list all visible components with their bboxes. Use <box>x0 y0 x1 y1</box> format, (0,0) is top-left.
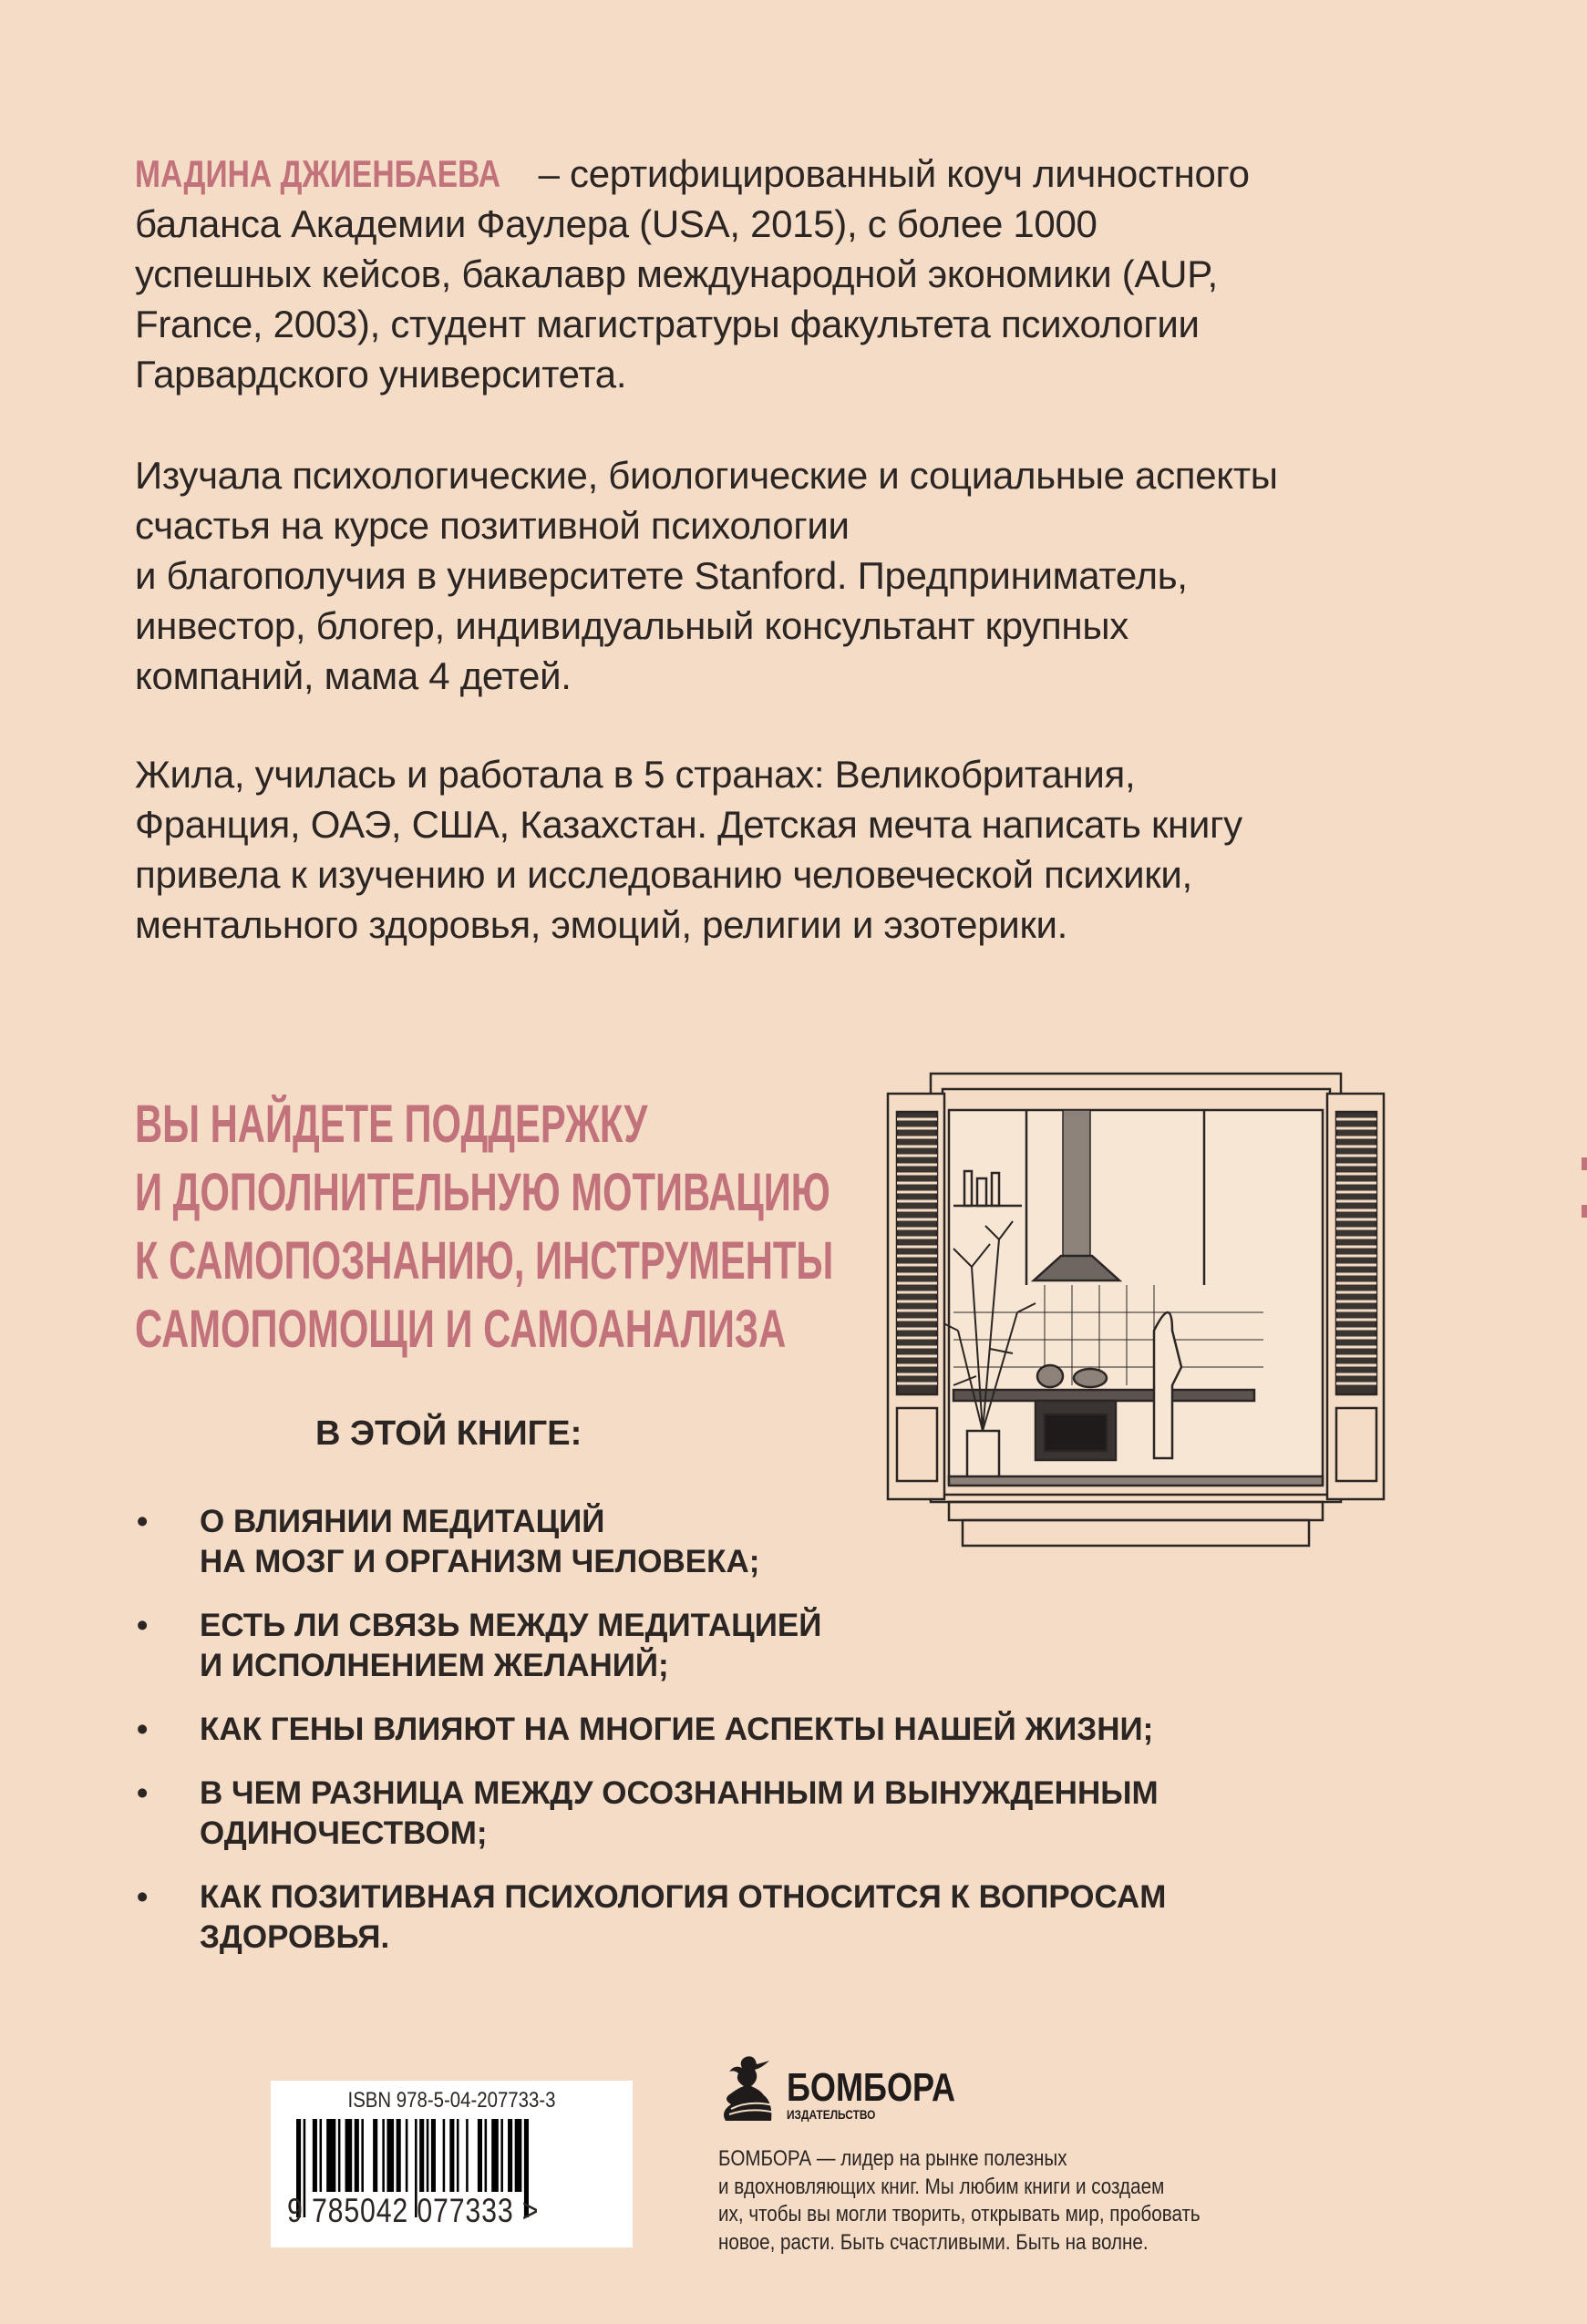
barcode-bar <box>313 2119 317 2192</box>
bio-line: Жила, училась и работала в 5 странах: Великобритания, <box>135 753 1136 796</box>
headline-line: ВЫ НАЙДЕТЕ ПОДДЕРЖКУ <box>135 1095 648 1154</box>
bio-line: France, 2003), студент магистратуры факультета психологии <box>135 303 1200 345</box>
list-item-line: В ЧЕМ РАЗНИЦА МЕЖДУ ОСОЗНАННЫМ И ВЫНУЖДЕННЫМ <box>200 1775 1159 1811</box>
list-item-line: О ВЛИЯНИИ МЕДИТАЦИЙ <box>200 1504 605 1539</box>
barcode-bar <box>491 2119 499 2192</box>
bio-line: Франция, ОАЭ, США, Казахстан. Детская мечта написать книгу <box>135 803 1242 846</box>
barcode-bar <box>457 2119 459 2192</box>
publisher-description-line: новое, расти. Быть счастливыми. Быть на волне. <box>718 2229 1149 2255</box>
publisher-description-line: БОМБОРА — лидер на рынке полезных <box>718 2146 1067 2171</box>
headline-line: К САМОПОЗНАНИЮ, ИНСТРУМЕНТЫ <box>135 1231 834 1291</box>
list-item <box>137 1606 1166 1686</box>
plant-pot <box>967 1431 999 1481</box>
barcode-bar <box>326 2119 335 2192</box>
trim-mark <box>1582 1205 1587 1218</box>
author-bio-paragraph-2 <box>135 450 1278 701</box>
list-item-line: КАК ГЕНЫ ВЛИЯЮТ НА МНОГИЕ АСПЕКТЫ НАШЕЙ ЖИЗНИ; <box>200 1712 1154 1747</box>
barcode-bar <box>508 2119 512 2192</box>
headline-line: САМОПОМОЩИ И САМОАНАЛИЗА <box>135 1300 787 1359</box>
list-item-line: И ИСПОЛНЕНИЕМ ЖЕЛАНИЙ; <box>200 1648 669 1683</box>
headline-line: И ДОПОЛНИТЕЛЬНУЮ МОТИВАЦИЮ <box>135 1163 830 1222</box>
bullet-icon: • <box>137 1712 149 1747</box>
publisher-description-line: и вдохновляющих книг. Мы любим книги и создаем <box>718 2174 1165 2199</box>
author-bio-paragraph-3 <box>135 749 1242 950</box>
kitchen-window-illustration <box>881 1057 1391 1572</box>
countertop <box>953 1390 1254 1401</box>
in-book-heading: В ЭТОЙ КНИГЕ: <box>315 1414 582 1453</box>
barcode-bar <box>466 2119 469 2192</box>
bio-line: баланса Академии Фаулера (USA, 2015), с более 1000 <box>135 202 1098 245</box>
window-sill-floor <box>949 1476 1323 1486</box>
barcode-bar <box>419 2119 424 2192</box>
bullet-list <box>137 1502 1166 1981</box>
barcode-bar <box>406 2119 408 2192</box>
barcode-bar <box>500 2119 503 2192</box>
isbn-number: ISBN 978-5-04-207733-3 <box>347 2088 556 2113</box>
barcode-bar <box>345 2119 353 2192</box>
list-item <box>137 1710 1166 1750</box>
author-name: МАДИНА ДЖИЕНБАЕВА <box>135 152 500 195</box>
barcode-bar <box>515 2119 522 2192</box>
list-item <box>137 1774 1166 1854</box>
barcode-bar <box>485 2119 488 2192</box>
barcode-bar <box>338 2119 341 2192</box>
list-item-line: ЗДОРОВЬЯ. <box>200 1919 390 1955</box>
bio-line: Гарвардского университета. <box>135 353 627 396</box>
window-sill <box>949 1502 1323 1520</box>
barcode-bar <box>373 2119 377 2192</box>
publisher-description <box>718 2145 1279 2257</box>
bio-text: – сертифицированный коуч личностного <box>528 152 1250 195</box>
bio-line: и благополучия в университете Stanford. Предприниматель, <box>135 554 1188 597</box>
bio-line <box>135 149 1250 199</box>
bio-line: Изучала психологические, биологические и социальные аспекты <box>135 454 1278 497</box>
barcode-bar <box>478 2119 482 2192</box>
barcode-bar <box>449 2119 454 2192</box>
barcode-bar <box>386 2119 394 2192</box>
pot <box>1037 1365 1063 1387</box>
bio-line: инвестор, блогер, индивидуальный консультант крупных <box>135 604 1128 647</box>
publisher-description-line: их, чтобы вы могли творить, открывать мир, пробовать <box>718 2202 1201 2226</box>
barcode-bar <box>320 2119 323 2192</box>
publisher-name: БОМБОРА <box>787 2065 955 2110</box>
bio-line: компаний, мама 4 детей. <box>135 654 572 697</box>
list-item-line: ЕСТЬ ЛИ СВЯЗЬ МЕЖДУ МЕДИТАЦИЕЙ <box>200 1608 822 1643</box>
hood-chimney <box>1063 1110 1090 1256</box>
bio-line: счастья на курсе позитивной психологии <box>135 504 850 547</box>
bio-line: успешных кейсов, бакалавр международной экономики (AUP, <box>135 252 1218 295</box>
oven-door <box>1045 1414 1107 1451</box>
bio-line: привела к изучению и исследованию человеческой психики, <box>135 853 1192 896</box>
barcode-bar <box>397 2119 401 2192</box>
isbn-barcode <box>271 2081 633 2247</box>
bullet-icon: • <box>137 1775 149 1811</box>
list-item-line: ОДИНОЧЕСТВОМ; <box>200 1815 488 1851</box>
barcode-bar <box>427 2119 429 2192</box>
publisher-subtitle: ИЗДАТЕЛЬСТВО <box>787 2107 876 2122</box>
bombora-logo-icon <box>718 2052 782 2125</box>
bullet-icon: • <box>137 1879 149 1915</box>
bullet-icon: • <box>137 1608 149 1643</box>
trim-mark <box>1582 1157 1587 1170</box>
author-bio-paragraph-1 <box>135 149 1250 399</box>
bio-line: ментального здоровья, эмоций, религии и эзотерики. <box>135 903 1068 946</box>
barcode-bar <box>443 2119 446 2192</box>
barcode-bar <box>382 2119 385 2192</box>
barcode-bar <box>431 2119 436 2192</box>
list-item-line: НА МОЗГ И ОРГАНИЗМ ЧЕЛОВЕКА; <box>200 1544 760 1579</box>
window-base <box>963 1520 1309 1546</box>
ean-digits: 9 785042 077333 > <box>287 2192 540 2229</box>
list-item-line: КАК ПОЗИТИВНАЯ ПСИХОЛОГИЯ ОТНОСИТСЯ К ВОПРОСАМ <box>200 1879 1167 1915</box>
list-item <box>137 1877 1166 1958</box>
barcode-bar <box>361 2119 364 2192</box>
publisher-logo <box>718 2052 974 2125</box>
kitchen-interior <box>949 1110 1323 1484</box>
barcode-bar <box>355 2119 359 2192</box>
bullet-icon: • <box>137 1504 149 1539</box>
pan <box>1074 1369 1107 1387</box>
